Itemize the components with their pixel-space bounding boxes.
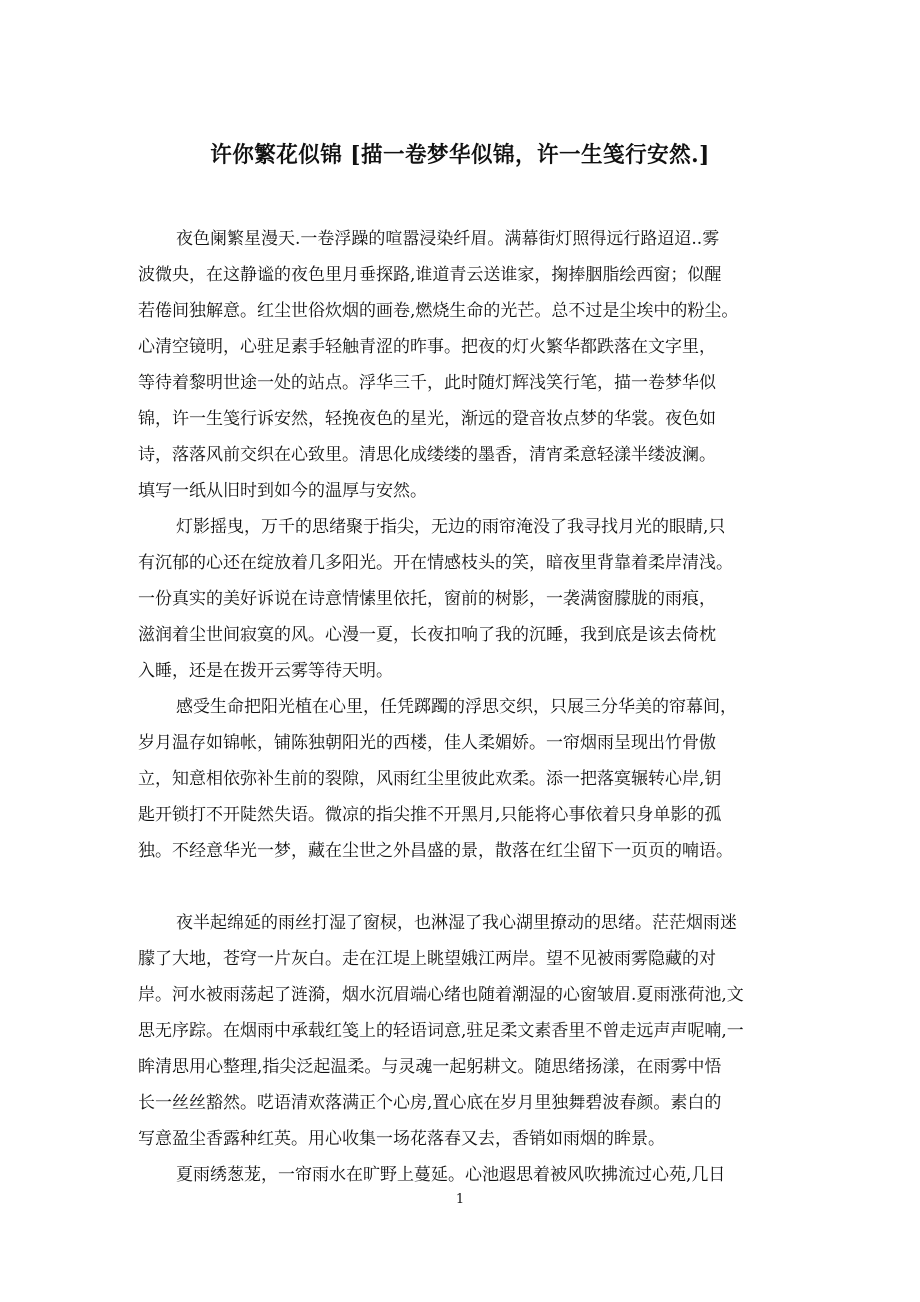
text-line: 写意盈尘香露种红英。用心收集一场花落春又去，香销如雨烟的眸景。: [138, 1129, 665, 1149]
text-line: 感受生命把阳光植在心里，任凭踯躅的浮思交织，只展三分华美的帘幕间，: [176, 697, 737, 717]
text-line: 锦，许一生笺行诉安然，轻挽夜色的星光，渐远的跫音妆点梦的华裳。夜色如: [138, 409, 716, 429]
text-line: 长一丝丝豁然。呓语清欢落满正个心房,置心底在岁月里独舞碧波春颜。素白的: [138, 1093, 722, 1113]
text-line: 波微央，在这静谧的夜色里月垂探路,谁道青云送谁家，掬捧胭脂绘西窗；似醒: [138, 265, 722, 285]
text-line: 独。不经意华光一梦，藏在尘世之外昌盛的景，散落在红尘留下一页页的喃语。: [138, 841, 733, 861]
text-line: 若倦间独解意。红尘世俗炊烟的画卷,燃烧生命的光芒。总不过是尘埃中的粉尘。: [138, 301, 739, 321]
text-line: 心清空镜明，心驻足素手轻触青涩的昨事。把夜的灯火繁华都跌落在文字里，: [138, 337, 716, 357]
text-line: 一份真实的美好诉说在诗意情愫里依托，窗前的树影，一袭满窗朦胧的雨痕，: [138, 589, 716, 609]
text-line: 入睡，还是在拨开云雾等待天明。: [138, 661, 393, 681]
text-line: 有沉郁的心还在绽放着几多阳光。开在情感枝头的笑，暗夜里背靠着柔岸清浅。: [138, 553, 733, 573]
page-number: 1: [455, 1192, 465, 1207]
text-line: 夏雨绣葱茏，一帘雨水在旷野上蔓延。心池遐思着被风吹拂流过心苑,几日: [176, 1165, 726, 1185]
document-title: 许你繁花似锦 [描一卷梦华似锦，许一生笺行安然.]: [210, 142, 710, 168]
text-line: 思无序踪。在烟雨中承载红笺上的轻语词意,驻足柔文素香里不曾走远声声呢喃,一: [138, 1021, 744, 1041]
text-line: 灯影摇曳，万千的思绪聚于指尖，无边的雨帘淹没了我寻找月光的眼睛,只: [176, 517, 726, 537]
text-line: 岸。河水被雨荡起了涟漪，烟水沉眉端心绪也随着潮湿的心窗皱眉.夏雨涨荷池,文: [138, 985, 744, 1005]
text-line: 诗，落落风前交织在心致里。清思化成缕缕的墨香，清宵柔意轻漾半缕波澜。: [138, 445, 716, 465]
text-line: 填写一纸从旧时到如今的温厚与安然。: [138, 481, 427, 501]
text-line: 朦了大地，苍穹一片灰白。走在江堤上眺望娥江两岸。望不见被雨雾隐藏的对: [138, 949, 716, 969]
text-line: 夜色阑繁星漫天.一卷浮躁的喧嚣浸染纤眉。满幕街灯照得远行路迢迢..雾: [176, 229, 720, 249]
text-line: 匙开锁打不开陡然失语。微凉的指尖推不开黑月,只能将心事依着只身单影的孤: [138, 805, 722, 825]
text-line: 眸清思用心整理,指尖泛起温柔。与灵魂一起躬耕文。随思绪扬漾，在雨雾中悟: [138, 1057, 722, 1077]
text-line: 滋润着尘世间寂寞的风。心漫一夏，长夜扣响了我的沉睡，我到底是该去倚枕: [138, 625, 716, 645]
text-line: 夜半起绵延的雨丝打湿了窗棂，也淋湿了我心湖里撩动的思绪。茫茫烟雨迷: [176, 913, 737, 933]
text-line: 等待着黎明世途一处的站点。浮华三千，此时随灯辉浅笑行笔，描一卷梦华似: [138, 373, 716, 393]
text-line: 立，知意相依弥补生前的裂隙，风雨红尘里彼此欢柔。添一把落寞辗转心岸,钥: [138, 769, 722, 789]
text-line: 岁月温存如锦帐，铺陈独朝阳光的西楼，佳人柔媚娇。一帘烟雨呈现出竹骨傲: [138, 733, 716, 753]
